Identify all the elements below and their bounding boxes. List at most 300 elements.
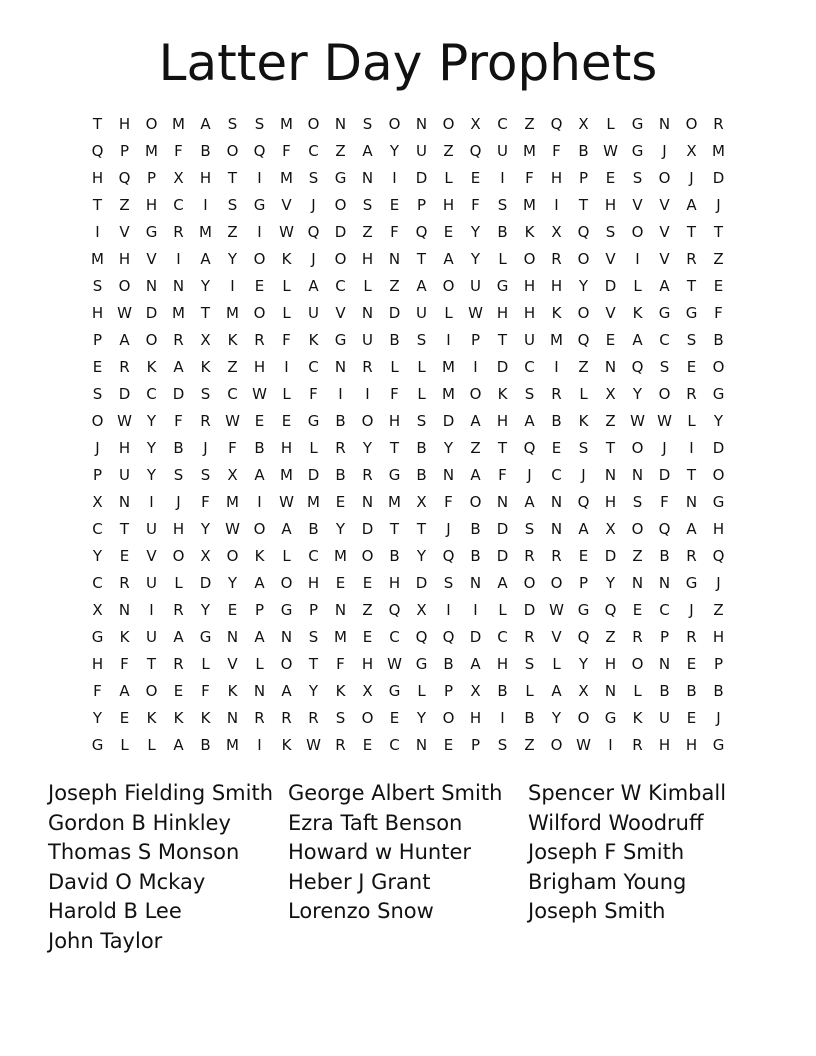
grid-letter: G [496, 277, 509, 295]
grid-letter: P [713, 655, 724, 673]
grid-letter: C [92, 574, 103, 592]
grid-letter: W [225, 520, 240, 538]
grid-letter: Q [658, 520, 671, 538]
grid-letter: Y [227, 574, 238, 592]
grid-letter: Y [470, 250, 481, 268]
grid-letter: S [497, 196, 508, 214]
grid-letter: G [91, 628, 104, 646]
grid-letter: H [604, 196, 617, 214]
grid-letter: E [443, 223, 454, 241]
grid-letter: R [524, 628, 535, 646]
grid-letter: D [199, 574, 212, 592]
grid-letter: I [446, 331, 451, 349]
grid-letter: O [280, 655, 293, 673]
grid-letter: Y [227, 250, 238, 268]
grid-letter: Y [200, 520, 211, 538]
grid-letter: A [470, 412, 481, 430]
grid-letter: J [95, 439, 100, 457]
grid-letter: K [200, 358, 211, 376]
grid-row [84, 273, 732, 300]
grid-row [84, 651, 732, 678]
grid-letter: F [282, 331, 291, 349]
grid-letter: G [334, 331, 347, 349]
grid-letter: D [604, 277, 617, 295]
grid-letter: I [635, 250, 640, 268]
grid-letter: H [361, 250, 374, 268]
grid-letter: D [145, 304, 158, 322]
grid-letter: N [415, 115, 428, 133]
grid-letter: G [631, 115, 644, 133]
grid-letter: V [605, 304, 616, 322]
grid-letter: P [443, 682, 454, 700]
grid-letter: I [554, 358, 559, 376]
grid-letter: L [363, 277, 372, 295]
grid-letter: E [551, 439, 562, 457]
grid-letter: A [119, 682, 130, 700]
grid-letter: T [686, 466, 697, 484]
grid-letter: C [92, 520, 103, 538]
grid-letter: Q [523, 439, 536, 457]
grid-letter: Z [524, 736, 535, 754]
grid-letter: J [716, 574, 721, 592]
grid-letter: K [308, 331, 319, 349]
grid-row [84, 381, 732, 408]
grid-letter: D [415, 169, 428, 187]
grid-letter: Z [605, 628, 616, 646]
grid-letter: O [145, 331, 158, 349]
grid-letter: D [442, 412, 455, 430]
grid-letter: D [307, 466, 320, 484]
grid-letter: R [362, 466, 373, 484]
grid-letter: F [552, 142, 561, 160]
grid-letter: B [308, 520, 319, 538]
grid-letter: L [444, 304, 453, 322]
grid-letter: A [659, 277, 670, 295]
grid-letter: Q [577, 223, 590, 241]
grid-row [84, 327, 732, 354]
grid-letter: Q [469, 142, 482, 160]
grid-letter: O [145, 682, 158, 700]
grid-letter: N [388, 250, 401, 268]
grid-letter: O [253, 250, 266, 268]
letter-grid [84, 111, 732, 759]
grid-letter: K [146, 358, 157, 376]
grid-letter: E [686, 709, 697, 727]
grid-letter: C [335, 277, 346, 295]
grid-letter: U [497, 142, 508, 160]
grid-letter: T [578, 196, 589, 214]
grid-letter: E [389, 196, 400, 214]
grid-letter: H [685, 736, 698, 754]
grid-letter: D [361, 520, 374, 538]
grid-letter: H [469, 709, 482, 727]
grid-letter: F [525, 169, 534, 187]
grid-letter: T [146, 655, 157, 673]
word-item: David O Mckay [48, 869, 206, 894]
grid-letter: E [335, 574, 346, 592]
grid-letter: O [577, 304, 590, 322]
grid-letter: A [551, 682, 562, 700]
grid-letter: N [685, 493, 698, 511]
grid-letter: G [280, 601, 293, 619]
grid-letter: R [524, 547, 535, 565]
grid-letter: H [712, 628, 725, 646]
grid-letter: E [605, 331, 616, 349]
grid-letter: P [416, 196, 427, 214]
grid-letter: S [362, 115, 373, 133]
grid-row [84, 246, 732, 273]
grid-letter: O [361, 412, 374, 430]
grid-letter: B [200, 142, 211, 160]
grid-letter: U [308, 304, 319, 322]
grid-letter: Z [362, 223, 373, 241]
grid-letter: T [713, 223, 724, 241]
grid-letter: L [417, 682, 426, 700]
grid-letter: F [282, 142, 291, 160]
grid-letter: X [227, 466, 238, 484]
grid-letter: S [173, 466, 184, 484]
grid-letter: L [606, 115, 615, 133]
grid-letter: O [361, 547, 374, 565]
grid-letter: W [549, 601, 564, 619]
grid-letter: T [227, 169, 238, 187]
grid-letter: H [118, 250, 131, 268]
grid-letter: D [658, 466, 671, 484]
grid-letter: H [307, 574, 320, 592]
word-item: Howard w Hunter [288, 840, 472, 865]
grid-letter: B [254, 439, 265, 457]
grid-letter: L [390, 358, 399, 376]
grid-letter: I [203, 196, 208, 214]
grid-letter: I [257, 223, 262, 241]
grid-letter: A [632, 331, 643, 349]
grid-letter: P [119, 142, 130, 160]
grid-letter: J [527, 466, 532, 484]
grid-letter: N [469, 574, 482, 592]
grid-letter: C [227, 385, 238, 403]
grid-letter: I [473, 601, 478, 619]
grid-letter: C [146, 385, 157, 403]
grid-letter: E [362, 736, 373, 754]
grid-letter: G [577, 601, 590, 619]
grid-letter: Y [443, 439, 454, 457]
grid-letter: V [632, 196, 643, 214]
grid-letter: A [416, 277, 427, 295]
grid-letter: J [716, 196, 721, 214]
grid-letter: V [146, 547, 157, 565]
grid-letter: J [446, 520, 451, 538]
grid-letter: A [470, 466, 481, 484]
grid-letter: R [200, 412, 211, 430]
grid-letter: R [551, 250, 562, 268]
grid-letter: A [281, 682, 292, 700]
grid-letter: B [497, 223, 508, 241]
grid-letter: F [390, 385, 399, 403]
grid-letter: R [173, 223, 184, 241]
grid-letter: H [496, 304, 509, 322]
grid-letter: P [92, 466, 103, 484]
grid-letter: H [523, 304, 536, 322]
grid-letter: I [338, 385, 343, 403]
grid-letter: X [551, 223, 562, 241]
grid-letter: F [201, 493, 210, 511]
grid-letter: J [689, 169, 694, 187]
grid-letter: K [551, 304, 562, 322]
grid-letter: X [200, 331, 211, 349]
grid-letter: M [280, 169, 293, 187]
grid-letter: N [550, 520, 563, 538]
grid-letter: Y [146, 466, 157, 484]
grid-letter: J [203, 439, 208, 457]
grid-letter: P [578, 169, 589, 187]
grid-letter: E [686, 358, 697, 376]
grid-letter: J [176, 493, 181, 511]
grid-letter: Z [632, 547, 643, 565]
grid-letter: E [713, 277, 724, 295]
grid-letter: B [335, 466, 346, 484]
grid-letter: N [361, 304, 374, 322]
grid-letter: L [174, 574, 183, 592]
grid-letter: M [145, 142, 158, 160]
grid-letter: B [389, 331, 400, 349]
page-title: Latter Day Prophets [158, 34, 658, 92]
grid-letter: I [554, 196, 559, 214]
grid-letter: W [387, 655, 402, 673]
grid-letter: E [254, 412, 265, 430]
grid-letter: C [308, 358, 319, 376]
grid-letter: U [146, 628, 157, 646]
grid-letter: L [417, 358, 426, 376]
grid-letter: Z [227, 358, 238, 376]
grid-letter: S [632, 493, 643, 511]
grid-letter: U [146, 574, 157, 592]
grid-letter: A [254, 466, 265, 484]
grid-letter: G [631, 142, 644, 160]
grid-letter: B [578, 142, 589, 160]
grid-letter: T [92, 196, 103, 214]
grid-letter: M [280, 115, 293, 133]
grid-letter: Q [577, 628, 590, 646]
grid-letter: R [173, 601, 184, 619]
grid-letter: H [712, 520, 725, 538]
grid-letter: N [415, 736, 428, 754]
grid-row [84, 111, 732, 138]
grid-letter: Y [551, 709, 562, 727]
grid-letter: I [446, 601, 451, 619]
grid-letter: M [307, 493, 320, 511]
grid-letter: O [361, 709, 374, 727]
grid-letter: K [632, 709, 643, 727]
grid-letter: H [496, 655, 509, 673]
grid-letter: F [93, 682, 102, 700]
grid-letter: O [577, 709, 590, 727]
grid-letter: G [388, 466, 401, 484]
grid-letter: R [551, 547, 562, 565]
grid-letter: M [226, 736, 239, 754]
grid-letter: Z [362, 601, 373, 619]
grid-letter: N [226, 628, 239, 646]
grid-letter: N [253, 682, 266, 700]
grid-letter: V [335, 304, 346, 322]
word-column [48, 779, 288, 957]
grid-row [84, 597, 732, 624]
grid-letter: O [658, 385, 671, 403]
grid-letter: E [470, 169, 481, 187]
grid-letter: I [176, 250, 181, 268]
grid-letter: Y [578, 655, 589, 673]
grid-letter: X [416, 493, 427, 511]
grid-letter: V [659, 196, 670, 214]
grid-letter: N [226, 709, 239, 727]
grid-letter: T [389, 439, 400, 457]
grid-letter: Q [712, 547, 725, 565]
grid-letter: C [389, 736, 400, 754]
grid-letter: Y [416, 709, 427, 727]
grid-letter: L [687, 412, 696, 430]
grid-letter: H [91, 304, 104, 322]
grid-letter: J [581, 466, 586, 484]
grid-letter: X [686, 142, 697, 160]
grid-letter: O [631, 439, 644, 457]
grid-letter: H [199, 169, 212, 187]
grid-letter: Y [146, 412, 157, 430]
grid-letter: S [200, 385, 211, 403]
grid-letter: E [335, 493, 346, 511]
grid-letter: L [309, 439, 318, 457]
word-item: Joseph F Smith [528, 840, 685, 865]
grid-letter: M [199, 223, 212, 241]
grid-letter: N [145, 277, 158, 295]
word-column [288, 779, 528, 927]
grid-letter: R [308, 709, 319, 727]
grid-letter: H [91, 169, 104, 187]
grid-letter: N [604, 358, 617, 376]
word-item: Lorenzo Snow [288, 899, 434, 924]
grid-letter: O [253, 520, 266, 538]
grid-letter: N [496, 493, 509, 511]
grid-letter: O [523, 250, 536, 268]
grid-letter: Y [605, 574, 616, 592]
grid-letter: O [712, 466, 725, 484]
grid-letter: E [605, 169, 616, 187]
grid-letter: C [524, 358, 535, 376]
grid-letter: M [172, 115, 185, 133]
grid-letter: T [497, 439, 508, 457]
grid-letter: I [392, 169, 397, 187]
grid-letter: Q [91, 142, 104, 160]
grid-letter: S [362, 196, 373, 214]
grid-letter: G [712, 493, 725, 511]
grid-letter: I [500, 169, 505, 187]
word-item: Gordon B Hinkley [48, 810, 231, 835]
grid-letter: B [200, 736, 211, 754]
grid-letter: R [119, 574, 130, 592]
grid-letter: F [201, 682, 210, 700]
grid-letter: O [388, 115, 401, 133]
grid-letter: K [281, 250, 292, 268]
grid-letter: L [282, 547, 291, 565]
grid-letter: B [416, 466, 427, 484]
word-item: Thomas S Monson [48, 840, 240, 865]
grid-letter: L [525, 682, 534, 700]
grid-letter: Q [604, 601, 617, 619]
grid-row [84, 462, 732, 489]
grid-letter: C [551, 466, 562, 484]
word-item: Joseph Fielding Smith [48, 781, 274, 805]
grid-letter: F [120, 655, 129, 673]
grid-letter: N [442, 466, 455, 484]
grid-letter: A [254, 628, 265, 646]
grid-letter: A [200, 115, 211, 133]
grid-row [84, 219, 732, 246]
grid-letter: Q [307, 223, 320, 241]
grid-letter: Y [308, 682, 319, 700]
grid-letter: Q [577, 493, 590, 511]
grid-letter: D [604, 547, 617, 565]
grid-letter: I [608, 736, 613, 754]
grid-letter: V [146, 250, 157, 268]
word-item: Spencer W Kimball [528, 781, 727, 805]
grid-letter: R [173, 331, 184, 349]
grid-letter: W [117, 412, 132, 430]
grid-letter: F [444, 493, 453, 511]
grid-letter: K [227, 331, 238, 349]
grid-letter: H [604, 493, 617, 511]
grid-letter: S [686, 331, 697, 349]
grid-letter: M [172, 304, 185, 322]
grid-letter: F [471, 196, 480, 214]
grid-letter: V [119, 223, 130, 241]
grid-letter: W [225, 412, 240, 430]
grid-letter: W [630, 412, 645, 430]
grid-letter: T [416, 520, 427, 538]
grid-row [84, 489, 732, 516]
grid-letter: X [470, 115, 481, 133]
grid-letter: S [578, 439, 589, 457]
grid-row [84, 165, 732, 192]
grid-letter: C [173, 196, 184, 214]
grid-letter: A [173, 736, 184, 754]
grid-letter: M [523, 196, 536, 214]
grid-letter: K [254, 547, 265, 565]
grid-letter: W [279, 493, 294, 511]
grid-letter: B [173, 439, 184, 457]
grid-letter: L [282, 385, 291, 403]
grid-letter: X [173, 169, 184, 187]
grid-letter: K [200, 709, 211, 727]
grid-letter: L [255, 655, 264, 673]
grid-letter: P [308, 601, 319, 619]
grid-letter: K [227, 682, 238, 700]
grid-letter: N [334, 358, 347, 376]
grid-letter: H [550, 277, 563, 295]
grid-letter: R [254, 709, 265, 727]
grid-letter: L [552, 655, 561, 673]
grid-letter: X [362, 682, 373, 700]
grid-letter: O [442, 277, 455, 295]
grid-letter: O [226, 547, 239, 565]
grid-letter: B [551, 412, 562, 430]
grid-letter: S [632, 169, 643, 187]
grid-letter: H [253, 358, 266, 376]
grid-letter: T [119, 520, 130, 538]
grid-letter: S [335, 709, 346, 727]
grid-row [84, 678, 732, 705]
grid-letter: B [713, 682, 724, 700]
grid-letter: F [714, 304, 723, 322]
grid-letter: N [631, 574, 644, 592]
grid-letter: Z [443, 142, 454, 160]
